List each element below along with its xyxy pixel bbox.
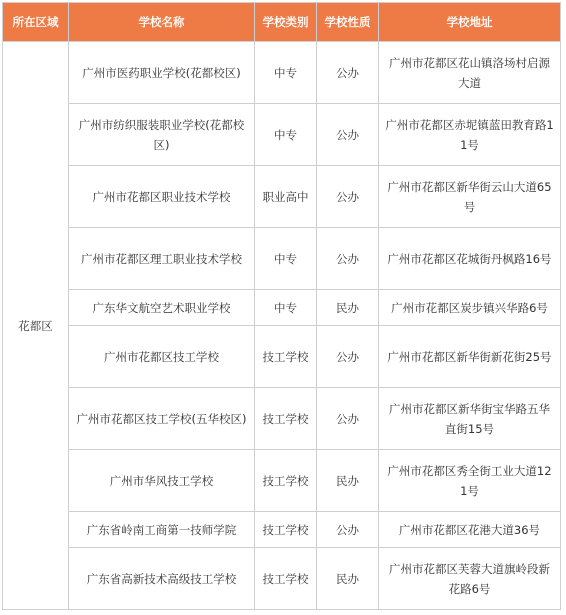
school-address-cell: 广州市花都区炭步镇兴华路6号 <box>379 290 561 326</box>
school-type-cell: 技工学校 <box>255 512 317 548</box>
header-school-type: 学校类别 <box>255 3 317 42</box>
school-nature-cell: 公办 <box>317 512 379 548</box>
school-address-cell: 广州市花都区花港大道36号 <box>379 512 561 548</box>
school-type-cell: 中专 <box>255 290 317 326</box>
table-row <box>3 326 561 388</box>
school-type-cell: 技工学校 <box>255 548 317 610</box>
table-row <box>3 42 561 104</box>
school-address-cell: 广州市花都区芙蓉大道旗岭段新花路6号 <box>379 548 561 610</box>
table-row <box>3 290 561 326</box>
table-row <box>3 388 561 450</box>
school-name-cell: 广东省岭南工商第一技师学院 <box>69 512 255 548</box>
school-name-cell: 广州市纺织服装职业学校(花都校区) <box>69 104 255 166</box>
school-address-cell: 广州市花都区花城街丹枫路16号 <box>379 228 561 290</box>
school-type-cell: 中专 <box>255 104 317 166</box>
table-row <box>3 512 561 548</box>
school-nature-cell: 公办 <box>317 326 379 388</box>
school-nature-cell: 公办 <box>317 166 379 228</box>
school-type-cell: 中专 <box>255 228 317 290</box>
school-address-cell: 广州市花都区花山镇洛场村启源大道 <box>379 42 561 104</box>
table-row <box>3 166 561 228</box>
school-address-cell: 广州市花都区赤坭镇蓝田教育路11号 <box>379 104 561 166</box>
school-name-cell: 广东省高新技术高级技工学校 <box>69 548 255 610</box>
school-nature-cell: 民办 <box>317 450 379 512</box>
school-nature-cell: 民办 <box>317 290 379 326</box>
table-row <box>3 104 561 166</box>
school-name-cell: 广州市花都区职业技术学校 <box>69 166 255 228</box>
header-region: 所在区域 <box>3 3 69 42</box>
school-type-cell: 技工学校 <box>255 450 317 512</box>
school-type-cell: 技工学校 <box>255 326 317 388</box>
table-row <box>3 450 561 512</box>
header-school-address: 学校地址 <box>379 3 561 42</box>
school-nature-cell: 民办 <box>317 548 379 610</box>
header-school-name: 学校名称 <box>69 3 255 42</box>
school-name-cell: 广州市花都区理工职业技术学校 <box>69 228 255 290</box>
school-nature-cell: 公办 <box>317 104 379 166</box>
school-address-cell: 广州市花都区新华街宝华路五华直街15号 <box>379 388 561 450</box>
school-name-cell: 广州市华风技工学校 <box>69 450 255 512</box>
school-name-cell: 广东华文航空艺术职业学校 <box>69 290 255 326</box>
header-school-nature: 学校性质 <box>317 3 379 42</box>
region-cell: 花都区 <box>3 42 69 610</box>
school-address-cell: 广州市花都区秀全街工业大道121号 <box>379 450 561 512</box>
school-address-cell: 广州市花都区新华街云山大道65号 <box>379 166 561 228</box>
school-nature-cell: 公办 <box>317 388 379 450</box>
schools-table <box>2 2 561 610</box>
school-nature-cell: 公办 <box>317 228 379 290</box>
school-address-cell: 广州市花都区新华街新花街25号 <box>379 326 561 388</box>
table-header-row <box>3 3 561 42</box>
school-name-cell: 广州市花都区技工学校(五华校区) <box>69 388 255 450</box>
school-type-cell: 职业高中 <box>255 166 317 228</box>
school-name-cell: 广州市花都区技工学校 <box>69 326 255 388</box>
school-type-cell: 技工学校 <box>255 388 317 450</box>
table-row <box>3 548 561 610</box>
school-nature-cell: 公办 <box>317 42 379 104</box>
table-row <box>3 228 561 290</box>
school-name-cell: 广州市医药职业学校(花都校区) <box>69 42 255 104</box>
school-type-cell: 中专 <box>255 42 317 104</box>
